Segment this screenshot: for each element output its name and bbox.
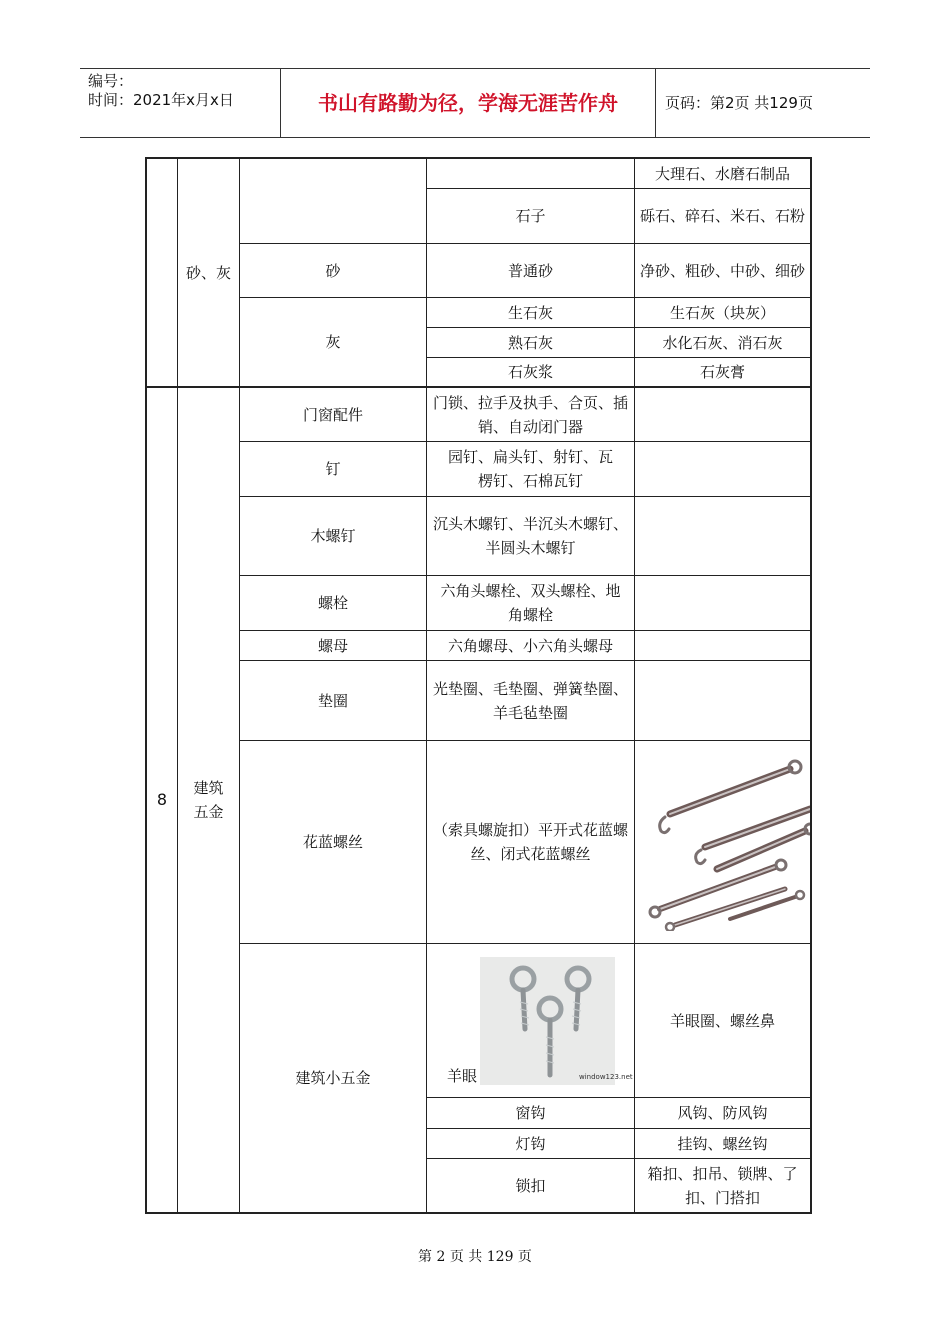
watermark: window123.net: [579, 1073, 633, 1081]
table-cell: 门锁、拉手及执手、合页、插销、自动闭门器: [432, 393, 628, 436]
table-cell: 窗钩: [515, 1104, 546, 1122]
table-cell: 建筑小五金: [295, 1069, 371, 1087]
table-border-bottom: [145, 1212, 812, 1214]
table-cell: 砂: [325, 261, 341, 280]
table-cell: （索具螺旋扣）平开式花蓝螺丝、闭式花蓝螺丝: [432, 821, 628, 863]
table-cell: 石灰浆: [507, 363, 553, 381]
table-cell: 螺栓: [317, 594, 348, 612]
table-cell: 灯钩: [515, 1134, 546, 1153]
table-cell: 砾石、碎石、米石、石粉: [639, 207, 805, 225]
table-cell: 生石灰（块灰）: [669, 303, 775, 322]
table-cell: 熟石灰: [507, 333, 553, 352]
table-cell: 净砂、粗砂、中砂、细砂: [639, 261, 805, 280]
table-cell: 挂钩、螺丝钩: [677, 1134, 768, 1153]
header-motto: 书山有路勤为径，学海无涯苦作舟: [318, 91, 618, 115]
table-cell: 木螺钉: [310, 527, 356, 545]
table-cell: 沉头木螺钉、半沉头木螺钉、半圆头木螺钉: [432, 515, 628, 557]
turnbuckle-photo: [635, 759, 810, 931]
table-cell: 大理石、水磨石制品: [654, 164, 790, 183]
page-header: [80, 68, 870, 138]
table-cell: 钉: [325, 460, 341, 478]
eye-label: 羊眼: [447, 1067, 478, 1085]
header-divider: [655, 69, 656, 137]
table-cell: 光垫圈、毛垫圈、弹簧垫圈、羊毛毡垫圈: [432, 679, 628, 722]
table-cell: 普通砂: [507, 261, 553, 280]
table-cell: 园钉、扁头钉、射钉、瓦楞钉、石棉瓦钉: [447, 448, 613, 490]
table-cell: 风钩、防风钩: [677, 1104, 768, 1122]
serial-label: 编号：: [88, 72, 134, 90]
header-divider: [280, 69, 281, 137]
page-info: 页码：第2页 共129页: [665, 94, 813, 112]
date-label: 时间：2021年x月x日: [88, 91, 234, 109]
table-cell: 六角螺母、小六角头螺母: [447, 636, 613, 655]
table-cell: 门窗配件: [302, 405, 363, 424]
table-cell: 石子: [515, 207, 546, 225]
row-number: 8: [156, 790, 168, 809]
table-cell: 垫圈: [317, 691, 348, 710]
table-cell: 灰: [325, 333, 341, 351]
table-cell: 箱扣、扣吊、锁牌、了扣、门搭扣: [647, 1164, 798, 1207]
page-footer: 第 2 页 共 129 页: [418, 1249, 532, 1265]
table-cell: 花蓝螺丝: [302, 833, 363, 851]
group-label: 砂、灰: [185, 263, 231, 282]
table-cell: 锁扣: [515, 1176, 546, 1195]
material-table: [145, 157, 812, 1214]
table-cell: 生石灰: [507, 303, 553, 322]
eye-screw-photo: [480, 957, 615, 1085]
table-border-right: [810, 157, 812, 1214]
table-cell: 水化石灰、消石灰: [662, 333, 783, 352]
table-cell: 石灰膏: [699, 363, 745, 381]
header-meta: [88, 72, 234, 110]
category-label: 建筑五金: [193, 779, 224, 821]
table-cell: 六角头螺栓、双头螺栓、地角螺栓: [440, 582, 621, 624]
table-cell: 螺母: [317, 636, 348, 655]
table-cell: 羊眼圈、螺丝鼻: [669, 1011, 775, 1030]
